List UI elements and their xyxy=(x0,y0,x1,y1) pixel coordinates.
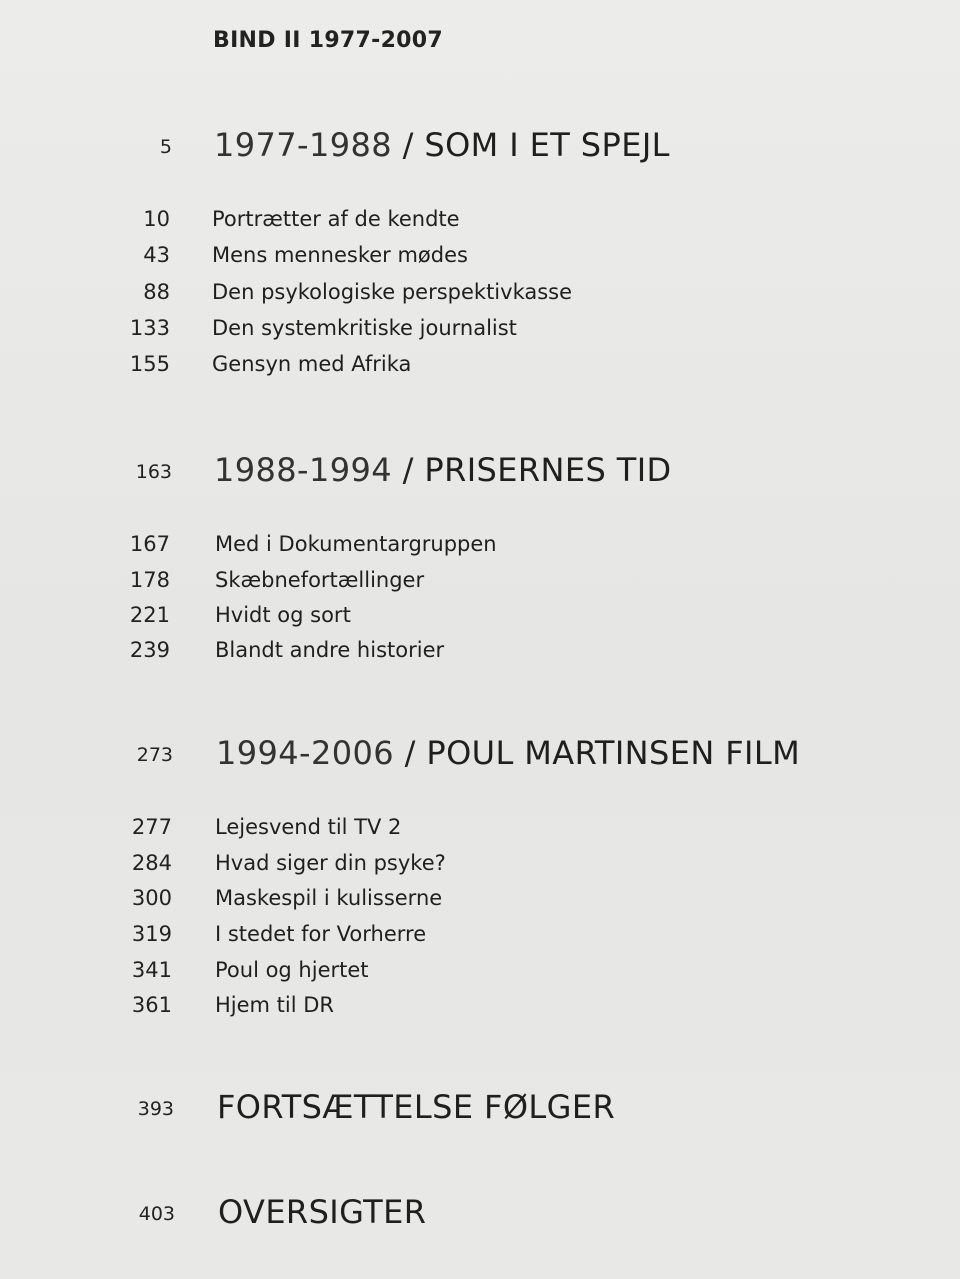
entry-title: Mens mennesker mødes xyxy=(212,243,468,267)
toc-entry xyxy=(0,316,960,344)
toc-entry xyxy=(0,958,960,986)
toc-entry xyxy=(0,815,960,843)
toc-entry xyxy=(0,886,960,914)
volume-title: BIND II 1977-2007 xyxy=(213,28,444,53)
entry-title: Med i Dokumentargruppen xyxy=(215,532,497,556)
section-name: FORTSÆTTELSE FØLGER xyxy=(217,1088,616,1126)
section-heading-1 xyxy=(0,120,960,164)
toc-entry xyxy=(0,851,960,879)
section-page-number: 393 xyxy=(137,1098,174,1120)
entry-page-number: 277 xyxy=(131,815,172,839)
entry-title: Gensyn med Afrika xyxy=(212,352,412,376)
section-title xyxy=(216,734,800,772)
entry-title: Blandt andre historier xyxy=(215,638,445,662)
entry-title: Den systemkritiske journalist xyxy=(212,316,517,340)
section-years: 1977-1988 xyxy=(214,126,393,164)
toc-entry xyxy=(0,352,960,380)
entry-title: Hjem til DR xyxy=(215,993,335,1017)
section-name: PRISERNES TID xyxy=(424,451,672,489)
entry-page-number: 167 xyxy=(129,532,170,556)
entry-page-number: 155 xyxy=(129,352,170,376)
entry-page-number: 284 xyxy=(131,851,172,875)
entry-page-number: 361 xyxy=(131,993,172,1017)
toc-entry xyxy=(0,922,960,950)
section-separator: / xyxy=(402,451,414,489)
entry-title: I stedet for Vorherre xyxy=(215,922,427,946)
toc-entry xyxy=(0,207,960,235)
entry-page-number: 43 xyxy=(143,243,170,267)
section-heading-5 xyxy=(0,1187,960,1231)
entry-page-number: 319 xyxy=(131,922,172,946)
section-heading-4 xyxy=(0,1082,960,1126)
toc-entry xyxy=(0,243,960,271)
section-heading-2 xyxy=(0,445,960,489)
section-title xyxy=(214,451,672,489)
toc-entry xyxy=(0,993,960,1021)
entry-title: Hvidt og sort xyxy=(215,603,351,627)
entry-title: Hvad siger din psyke? xyxy=(215,851,446,875)
toc-entry xyxy=(0,603,960,631)
entry-title: Skæbnefortællinger xyxy=(215,568,425,592)
entry-title: Den psykologiske perspektivkasse xyxy=(212,280,573,304)
section-years: 1988-1994 xyxy=(214,451,393,489)
entry-page-number: 10 xyxy=(143,207,170,231)
entry-page-number: 300 xyxy=(131,886,172,910)
section-page-number: 163 xyxy=(135,461,172,483)
entry-page-number: 221 xyxy=(129,603,170,627)
entry-title: Lejesvend til TV 2 xyxy=(215,815,402,839)
entry-page-number: 133 xyxy=(129,316,170,340)
section-heading-3 xyxy=(0,728,960,772)
entry-page-number: 178 xyxy=(129,568,170,592)
entry-page-number: 341 xyxy=(131,958,172,982)
toc-entry xyxy=(0,638,960,666)
section-page-number: 273 xyxy=(136,744,173,766)
toc-entry xyxy=(0,568,960,596)
entry-title: Poul og hjertet xyxy=(215,958,369,982)
entry-page-number: 239 xyxy=(129,638,170,662)
entry-title: Maskespil i kulisserne xyxy=(215,886,443,910)
section-name: SOM I ET SPEJL xyxy=(424,126,670,164)
section-page-number: 5 xyxy=(159,136,172,158)
section-name: OVERSIGTER xyxy=(218,1193,427,1231)
section-years: 1994-2006 xyxy=(216,734,395,772)
section-title xyxy=(214,126,670,164)
section-separator: / xyxy=(402,126,414,164)
section-separator: / xyxy=(404,734,416,772)
section-page-number: 403 xyxy=(138,1203,175,1225)
entry-page-number: 88 xyxy=(143,280,170,304)
toc-entry xyxy=(0,280,960,308)
toc-entry xyxy=(0,532,960,560)
section-name: POUL MARTINSEN FILM xyxy=(426,734,801,772)
entry-title: Portrætter af de kendte xyxy=(212,207,460,231)
